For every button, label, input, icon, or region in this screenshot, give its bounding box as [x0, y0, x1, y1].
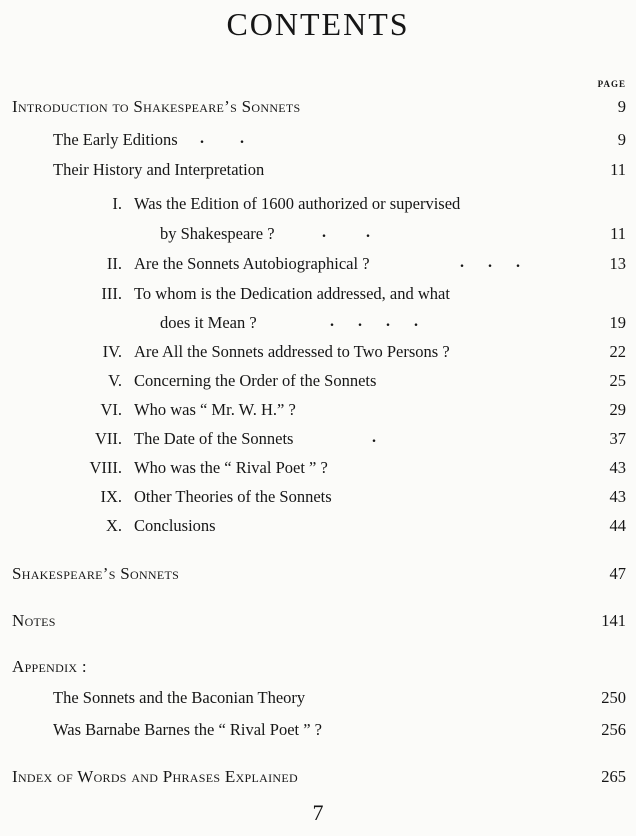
toc-entry-page: 44 [609, 516, 626, 535]
toc-entry-title-continued: does it Mean ? [160, 313, 257, 332]
toc-entry-numeral: X. [105, 516, 122, 535]
toc-entry-section-1-cont [0, 224, 636, 248]
toc-entry-page: 25 [609, 371, 626, 390]
toc-entry-page: 22 [609, 342, 626, 361]
toc-entry-numeral: VI. [100, 400, 122, 419]
toc-entry-page: 43 [609, 458, 626, 477]
toc-entry-introduction [0, 97, 636, 121]
toc-entry-numeral: VIII. [89, 458, 122, 477]
toc-entry-page: 9 [617, 130, 626, 149]
page-column-header: PAGE [597, 79, 626, 89]
toc-entry-page: 11 [610, 224, 626, 243]
toc-entry-title: Introduction to Shakespeare’s Sonnets [12, 97, 301, 116]
toc-entry-history [0, 160, 636, 184]
page-folio: 7 [312, 800, 324, 825]
toc-entry-numeral: V. [108, 371, 122, 390]
toc-entry-section-9 [0, 487, 636, 511]
page-title: CONTENTS [226, 6, 410, 42]
toc-entry-page: 265 [601, 767, 626, 786]
toc-entry-title: Are All the Sonnets addressed to Two Persons ? [134, 342, 450, 361]
toc-entry-title: Other Theories of the Sonnets [134, 487, 332, 506]
toc-entry-section-4 [0, 342, 636, 366]
dot-leader: . [372, 429, 376, 446]
toc-entry-baconian [0, 688, 636, 712]
toc-entry-section-8 [0, 458, 636, 482]
toc-entry-title: Concerning the Order of the Sonnets [134, 371, 377, 390]
toc-entry-index [0, 767, 636, 791]
toc-entry-section-2 [0, 254, 636, 278]
toc-entry-title: Appendix : [12, 657, 87, 676]
toc-entry-numeral: II. [106, 254, 122, 273]
toc-entry-title: To whom is the Dedication addressed, and what [134, 284, 450, 303]
toc-entry-early-editions [0, 130, 636, 154]
toc-entry-title: Index of Words and Phrases Explained [12, 767, 298, 786]
toc-entry-title: Are the Sonnets Autobiographical ? [134, 254, 370, 273]
toc-entry-title: The Date of the Sonnets [134, 429, 294, 448]
toc-entry-page: 141 [601, 611, 626, 630]
toc-entry-section-3 [0, 284, 636, 308]
toc-entry-numeral: VII. [94, 429, 122, 448]
toc-entry-title: Was Barnabe Barnes the “ Rival Poet ” ? [53, 720, 322, 739]
toc-entry-title: The Early Editions [53, 130, 178, 149]
toc-entry-title: Notes [12, 611, 56, 630]
toc-entry-title: The Sonnets and the Baconian Theory [53, 688, 306, 707]
toc-entry-title: Who was “ Mr. W. H.” ? [134, 400, 296, 419]
toc-entry-title: Conclusions [134, 516, 216, 535]
toc-entry-page: 250 [601, 688, 626, 707]
toc-entry-notes [0, 611, 636, 635]
toc-entry-title: Was the Edition of 1600 authorized or supervised [134, 194, 461, 213]
toc-entry-barnes [0, 720, 636, 744]
toc-entry-section-10 [0, 516, 636, 540]
toc-entry-numeral: IX. [100, 487, 122, 506]
toc-entry-title: Shakespeare’s Sonnets [12, 564, 180, 583]
toc-entry-title: Who was the “ Rival Poet ” ? [134, 458, 328, 477]
toc-entry-numeral: IV. [102, 342, 122, 361]
dot-leader: . . [322, 224, 370, 241]
toc-entry-page: 37 [609, 429, 626, 448]
toc-entry-title-continued: by Shakespeare ? [160, 224, 275, 243]
toc-entry-title: Their History and Interpretation [53, 160, 265, 179]
dot-leader: . . [200, 130, 244, 147]
toc-entry-section-6 [0, 400, 636, 424]
toc-entry-page: 29 [609, 400, 626, 419]
toc-entry-section-3-cont [0, 313, 636, 337]
toc-entry-page: 47 [609, 564, 626, 583]
toc-entry-page: 256 [601, 720, 626, 739]
toc-entry-page: 13 [609, 254, 626, 273]
toc-entry-page: 11 [610, 160, 626, 179]
toc-entry-section-5 [0, 371, 636, 395]
toc-entry-section-7 [0, 429, 636, 453]
toc-entry-page: 9 [617, 97, 626, 116]
toc-entry-numeral: I. [112, 194, 122, 213]
toc-entry-page: 43 [609, 487, 626, 506]
dot-leader: . . . . [330, 313, 418, 330]
toc-entry-sonnets [0, 564, 636, 588]
dot-leader: . . . [460, 254, 520, 271]
toc-entry-section-1 [0, 194, 636, 218]
toc-entry-page: 19 [609, 313, 626, 332]
toc-entry-appendix [0, 657, 636, 681]
toc-entry-numeral: III. [101, 284, 122, 303]
